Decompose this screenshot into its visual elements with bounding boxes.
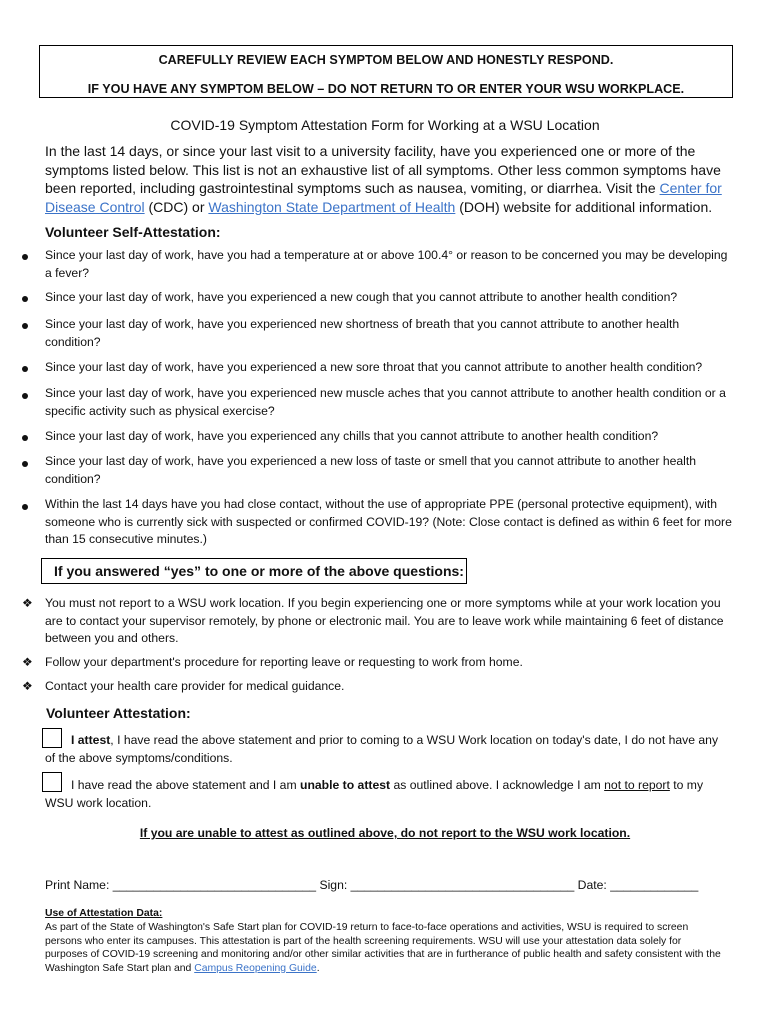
diamond-bullet-icon: ❖	[22, 679, 33, 693]
intro-paragraph	[45, 142, 725, 216]
if-yes-item-department: Follow your department's procedure for reporting leave or requesting to work from home.	[45, 655, 523, 669]
header-line-1: CAREFULLY REVIEW EACH SYMPTOM BELOW AND HONESTLY RESPOND.	[158, 53, 614, 67]
attest-statement	[45, 731, 725, 767]
question-cough: Since your last day of work, have you experienced a new cough that you cannot attribute to another health condition?	[45, 290, 678, 304]
question-taste-smell: Since your last day of work, have you experienced a new loss of taste or smell that you cannot attribute to another health condition?	[45, 454, 697, 486]
use-of-data-text: As part of the State of Washington's Safe Start plan for COVID-19 return to face-to-face operations and activities, WSU is required to screen persons who enter its campuses. This attestation is part of the health screening requirements. WSU will use your attestation data solely for purposes of COVID-19 screening and monitoring and/or other similar activities that are in furtherance of public health and safety consistent with the Washington Safe Start plan and	[45, 922, 721, 974]
if-yes-item-no-report: You must not report to a WSU work location. If you begin experiencing one or more symptoms while at your work location you are to contact your supervisor remotely, by phone or electronic mail. You are to leave work while maintaining 6 feet of distance between you and others.	[45, 596, 724, 645]
attest-bold-text: I attest	[71, 733, 111, 747]
use-of-data-title: Use of Attestation Data:	[45, 908, 163, 919]
bullet-icon	[22, 323, 28, 329]
intro-text-end: (DOH) website for additional information.	[455, 198, 713, 215]
use-of-data-body	[45, 921, 725, 975]
unable-text-pre: I have read the above statement and I am	[71, 778, 300, 792]
header-notice-box	[39, 45, 733, 98]
question-chills: Since your last day of work, have you experienced any chills that you cannot attribute to another health condition?	[45, 429, 659, 443]
bullet-icon	[22, 435, 28, 441]
intro-text-mid: (CDC) or	[144, 198, 209, 215]
header-line-2: IF YOU HAVE ANY SYMPTOM BELOW – DO NOT RETURN TO OR ENTER YOUR WSU WORKPLACE.	[87, 82, 685, 96]
intro-text: In the last 14 days, or since your last visit to a university facility, have you experienced one or more of the symptoms listed below. This list is not an exhaustive list of all symptoms. Other less common symptoms have been reported, including gastrointestinal symptoms such as nausea, vomiting, or diarrhea. Visit the	[45, 143, 721, 196]
question-close-contact: Within the last 14 days have you had close contact, without the use of appropriate PPE (personal protective equipment), with someone who is currently sick with suspected or confirmed COVID-19? (Note: Close contact is defined as within 6 feet for more than 15 consecutive minutes.)	[45, 497, 732, 546]
if-yes-heading: If you answered “yes” to one or more of the above questions:	[41, 558, 467, 584]
unable-text-post: to my WSU work location.	[45, 778, 704, 810]
bullet-icon	[22, 366, 28, 372]
question-breath: Since your last day of work, have you experienced new shortness of breath that you cannot attribute to another health condition?	[45, 317, 680, 349]
bullet-icon	[22, 254, 28, 260]
form-title: COVID-19 Symptom Attestation Form for Working at a WSU Location	[170, 117, 600, 133]
question-muscle-aches: Since your last day of work, have you experienced new muscle aches that you cannot attribute to another health condition or a specific activity such as physical exercise?	[45, 386, 726, 418]
unable-statement	[45, 776, 730, 812]
if-yes-item-provider: Contact your health care provider for medical guidance.	[45, 679, 345, 693]
unable-bold-text: unable to attest	[300, 778, 391, 792]
use-of-data-end: .	[316, 962, 320, 974]
bullet-icon	[22, 393, 28, 399]
diamond-bullet-icon: ❖	[22, 655, 33, 669]
bullet-icon	[22, 504, 28, 510]
bullet-icon	[22, 296, 28, 302]
diamond-bullet-icon: ❖	[22, 596, 33, 610]
question-fever: Since your last day of work, have you had a temperature at or above 100.4° or reason to be concerned you may be developing a fever?	[45, 248, 728, 280]
doh-link[interactable]: Washington State Department of Health	[208, 198, 456, 215]
bullet-icon	[22, 461, 28, 467]
signature-row: Print Name: ______________________________ Sign: _________________________________ Date: _____________	[45, 878, 699, 892]
cdc-link[interactable]: Center for Disease Control	[45, 180, 722, 215]
self-attestation-heading: Volunteer Self-Attestation:	[45, 224, 221, 240]
unable-warning: If you are unable to attest as outlined above, do not report to the WSU work location.	[139, 826, 631, 840]
campus-reopening-link[interactable]: Campus Reopening Guide	[194, 962, 317, 974]
attest-text: , I have read the above statement and prior to coming to a WSU Work location on today's date, I do not have any of the above symptoms/conditions.	[45, 733, 719, 765]
unable-text-mid: as outlined above. I acknowledge I am	[390, 778, 605, 792]
question-sore-throat: Since your last day of work, have you experienced a new sore throat that you cannot attribute to another health condition?	[45, 360, 703, 374]
not-to-report-text: not to report	[604, 778, 670, 792]
volunteer-attestation-heading: Volunteer Attestation:	[46, 705, 191, 721]
